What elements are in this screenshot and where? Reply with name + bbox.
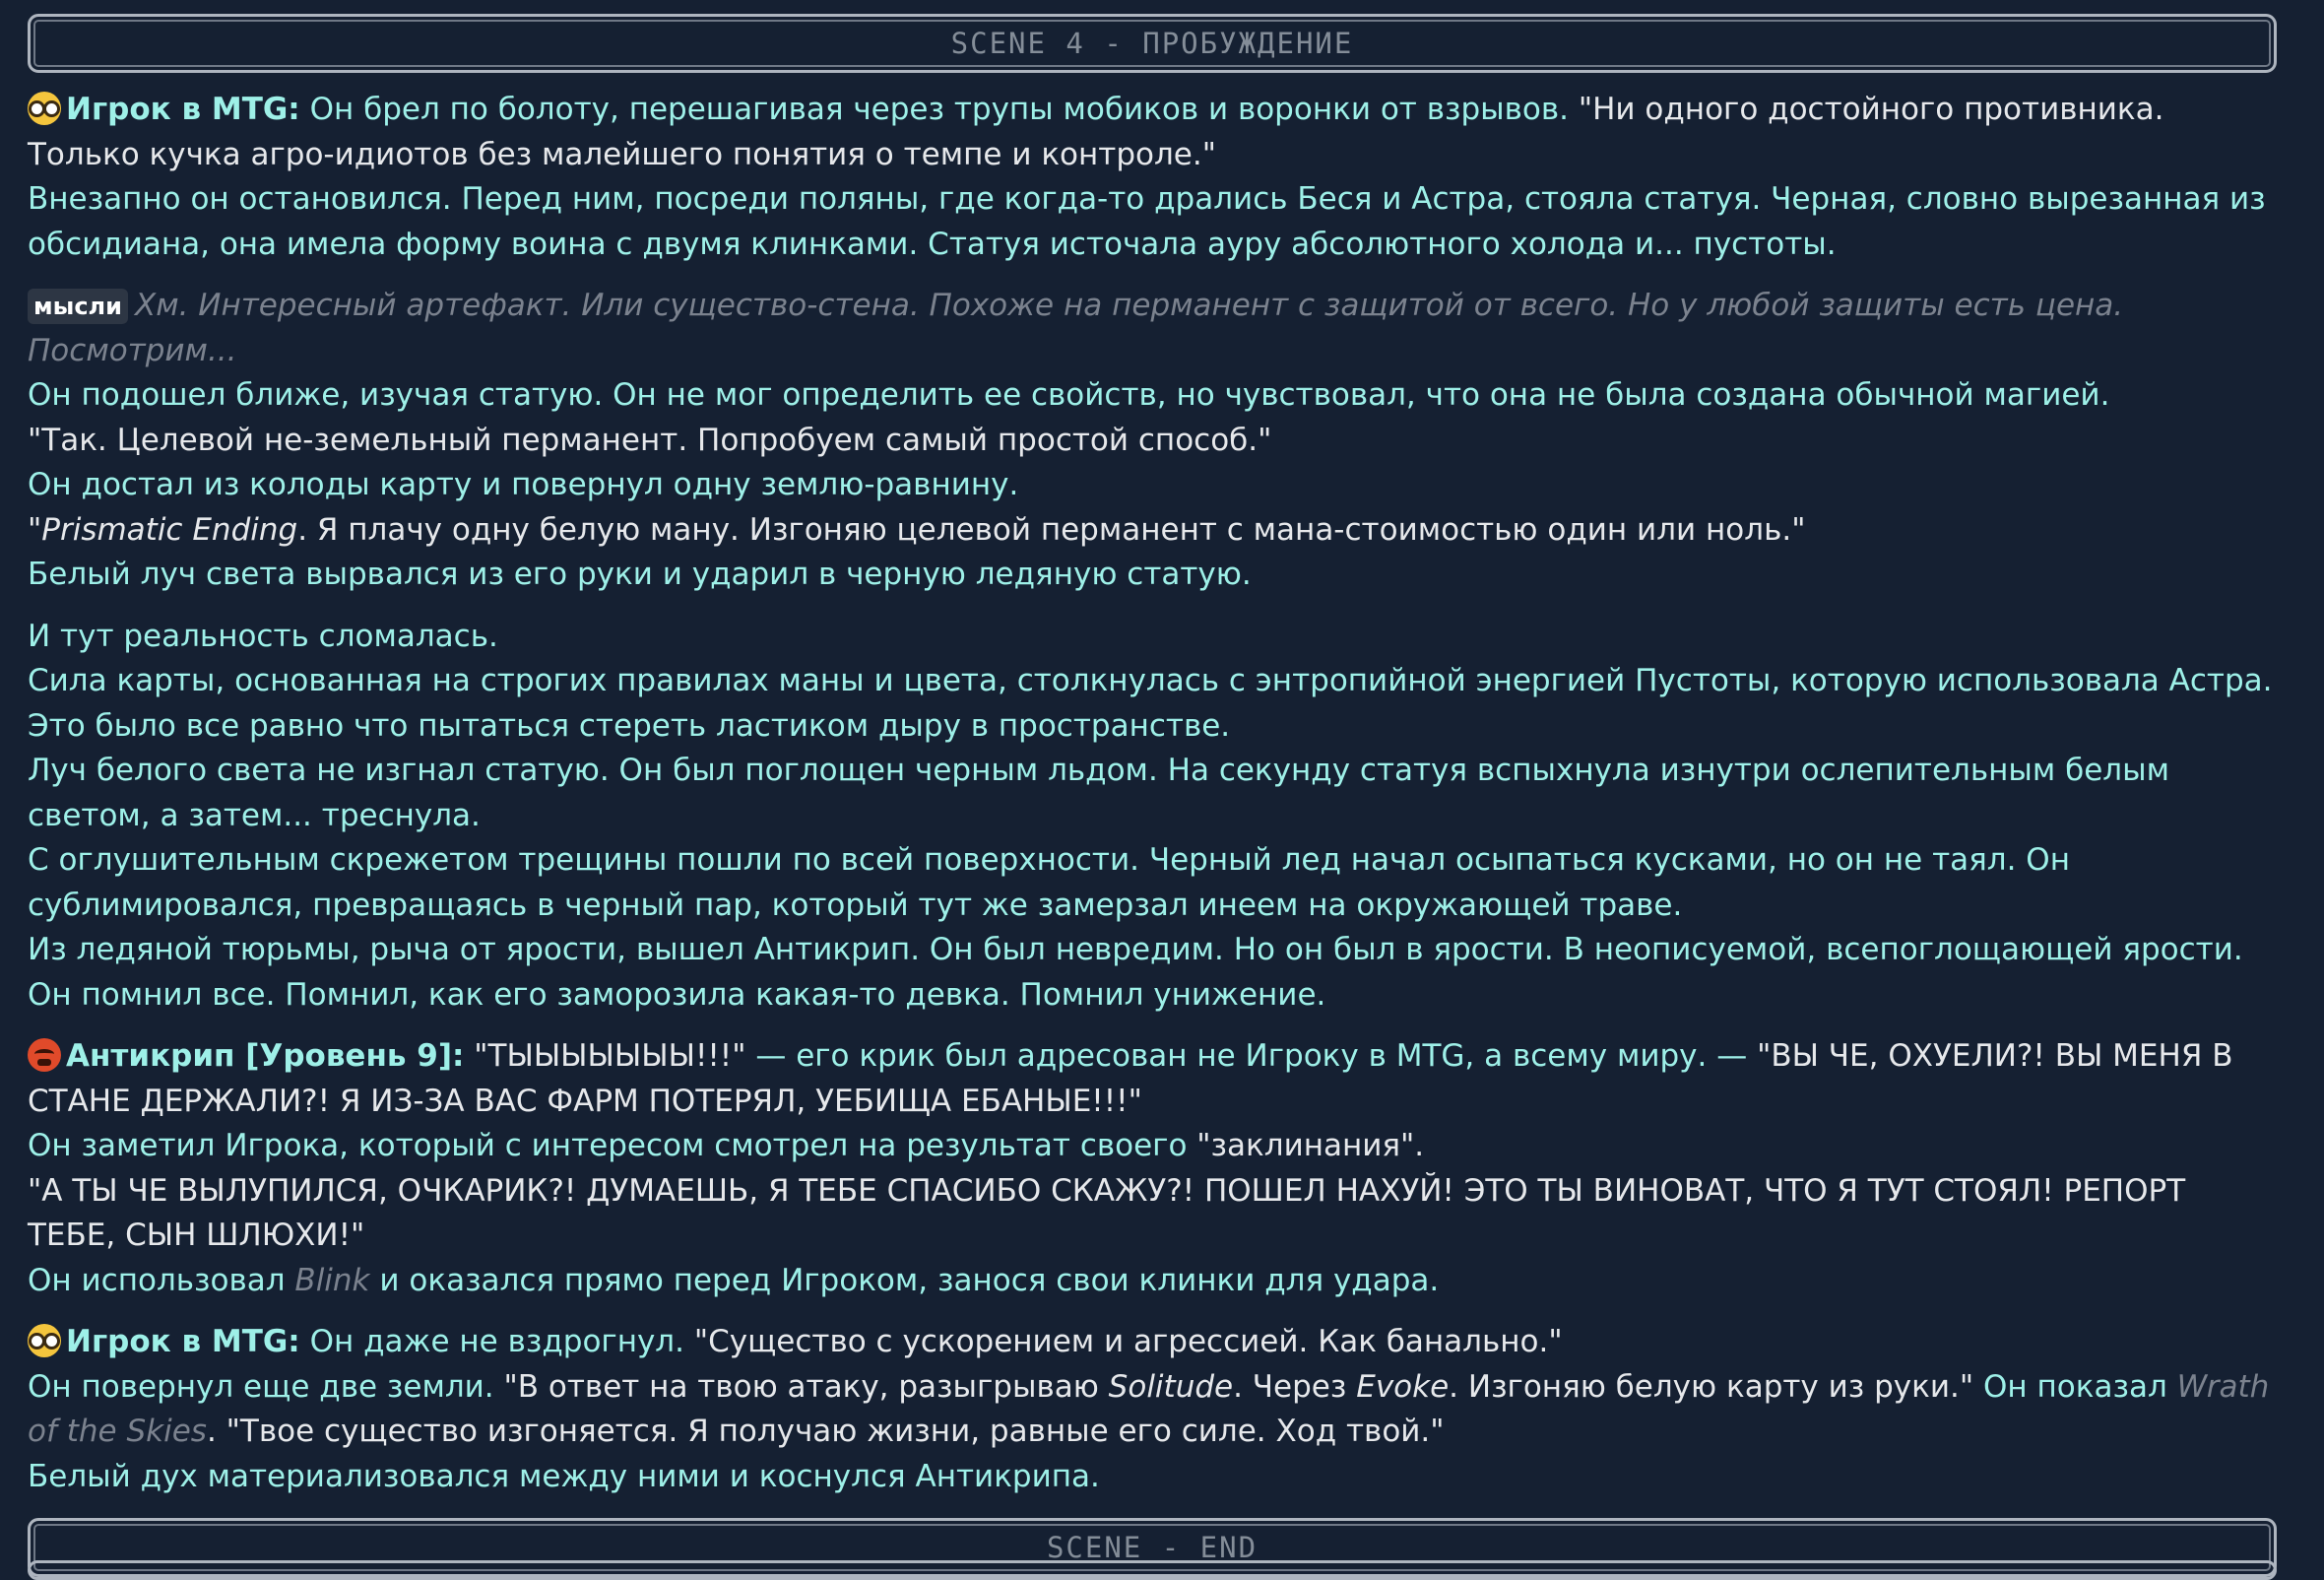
- card-name: Evoke: [1356, 1368, 1450, 1405]
- message-thoughts: [28, 284, 2277, 598]
- narration-line: [28, 1124, 2277, 1169]
- quote: "ВЫ ЧЕ, ОХУЕЛИ?! ВЫ МЕНЯ В СТАНЕ ДЕРЖАЛИ?! Я ИЗ-ЗА ВАС ФАРМ ПОТЕРЯЛ, УЕБИЩА ЕБАНЫЕ!!!": [28, 1038, 2233, 1119]
- message-narration: [28, 615, 2277, 1019]
- quote-mark: ": [28, 511, 42, 548]
- narration: Луч белого света не изгнал статую. Он был поглощен черным льдом. На секунду статуя вспыхнула изнутри ослепительным белым светом, а затем... треснула.: [28, 753, 2169, 833]
- quote-text: . Через: [1233, 1368, 1347, 1405]
- narration: Белый луч света вырвался из его руки и ударил в черную ледяную статую.: [28, 557, 1252, 592]
- quote: . "Твое существо изгоняется. Я получаю жизни, равные его силе. Ход твой.": [206, 1414, 1445, 1449]
- speaker-name: Игрок в MTG:: [66, 1324, 300, 1359]
- narration-line: [28, 1259, 2277, 1304]
- quote: "ТЫЫЫЫЫЫЫ!!!": [474, 1038, 746, 1074]
- chat-log: [28, 14, 2277, 1577]
- narration: Он заметил Игрока, который с интересом смотрел на результат своего: [28, 1128, 1188, 1163]
- narration: Он показал: [1982, 1368, 2167, 1405]
- rage-face-icon: [28, 1038, 61, 1072]
- narration: Он брел по болоту, перешагивая через трупы мобиков и воронки от взрывов.: [309, 92, 1569, 127]
- nerd-face-icon: [28, 92, 61, 125]
- scene-header: SCENE 4 - ПРОБУЖДЕНИЕ: [28, 14, 2277, 73]
- speaker-name: Игрок в MTG:: [66, 92, 300, 127]
- narration: С оглушительным скрежетом трещины пошли по всей поверхности. Черный лед начал осыпаться кусками, но он не таял. Он сублимировался, превращаясь в черный пар, который тут же замерзал инеем на окружающей траве.: [28, 842, 2070, 923]
- card-name: Solitude: [1108, 1368, 1234, 1405]
- card-name: Wrath of the Skies: [28, 1368, 2270, 1449]
- message-anticreep: [28, 1034, 2277, 1303]
- quote: "Ни одного достойного противника. Только кучка агро-идиотов без малейшего понятия о темпе и контроле.": [28, 92, 2164, 172]
- thought-line: [28, 284, 2277, 373]
- narration: Из ледяной тюрьмы, рыча от ярости, вышел Антикрип. Он был невредим. Но он был в ярости. В неописуемой, всепоглощающей ярости. Он помнил все. Помнил, как его заморозила какая-то девка. Помнил унижение.: [28, 932, 2243, 1013]
- narration: и оказался прямо перед Игроком, занося свои клинки для удара.: [379, 1262, 1440, 1298]
- quote: [28, 508, 2277, 554]
- thought-text: Хм. Интересный артефакт. Или существо-стена. Похоже на перманент с защитой от всего. Но у любой защиты есть цена. Посмотрим...: [28, 288, 2124, 368]
- nerd-face-icon: [28, 1324, 61, 1357]
- narration: Он повернул еще две земли.: [28, 1368, 494, 1405]
- narration: И тут реальность сломалась.: [28, 618, 498, 654]
- quote: "Так. Целевой не-земельный перманент. Попробуем самый простой способ.": [28, 422, 1272, 458]
- thought-tag: мысли: [28, 289, 128, 324]
- narration: Он подошел ближе, изучая статую. Он не мог определить ее свойств, но чувствовал, что она не была создана обычной магией.: [28, 377, 2110, 413]
- narration: Он даже не вздрогнул.: [309, 1324, 684, 1359]
- quote: "А ТЫ ЧЕ ВЫЛУПИЛСЯ, ОЧКАРИК?! ДУМАЕШЬ, Я ТЕБЕ СПАСИБО СКАЖУ?! ПОШЕЛ НАХУЙ! ЭТО ТЫ ВИНОВАТ, ЧТО Я ТУТ СТОЯЛ! РЕПОРТ ТЕБЕ, СЫН ШЛЮХИ!": [28, 1172, 2186, 1253]
- message-player-1: [28, 88, 2277, 267]
- narration: Белый дух материализовался между ними и коснулся Антикрипа.: [28, 1458, 1100, 1494]
- quote-text: . Я плачу одну белую ману. Изгоняю целевой перманент с мана-стоимостью один или ноль.": [297, 511, 1806, 548]
- spell-name: Blink: [294, 1262, 370, 1298]
- speaker-name: Антикрип [Уровень 9]:: [66, 1038, 465, 1074]
- narration: Он достал из колоды карту и повернул одну землю-равнину.: [28, 467, 1019, 502]
- quote-text: "В ответ на твою атаку, разыгрываю: [503, 1368, 1099, 1405]
- message-player-2: [28, 1320, 2277, 1499]
- card-name: Prismatic Ending: [41, 511, 298, 548]
- narration: — его крик был адресован не Игроку в MTG, а всему миру. —: [755, 1038, 1748, 1074]
- next-scene-frame: [28, 1560, 2277, 1580]
- quote: [504, 1369, 1974, 1405]
- quote-text: . Изгоняю белую карту из руки.": [1449, 1368, 1974, 1405]
- scene-footer: SCENE - END: [28, 1518, 2277, 1577]
- quote: "Существо с ускорением и агрессией. Как банально.": [693, 1324, 1563, 1359]
- narration: Он использовал: [28, 1262, 286, 1298]
- narration: Сила карты, основанная на строгих правилах маны и цвета, столкнулась с энтропийной энергией Пустоты, которую использовала Астра. Это было все равно что пытаться стереть ластиком дыру в пространстве.: [28, 663, 2273, 744]
- quote: "заклинания".: [1196, 1128, 1425, 1163]
- narration-line: [28, 1365, 2277, 1455]
- narration: Внезапно он остановился. Перед ним, посреди поляны, где когда-то дрались Беся и Астра, стояла статуя. Черная, словно вырезанная из обсидиана, она имела форму воина с двумя клинками. Статуя источала ауру абсолютного холода и... пустоты.: [28, 181, 2266, 262]
